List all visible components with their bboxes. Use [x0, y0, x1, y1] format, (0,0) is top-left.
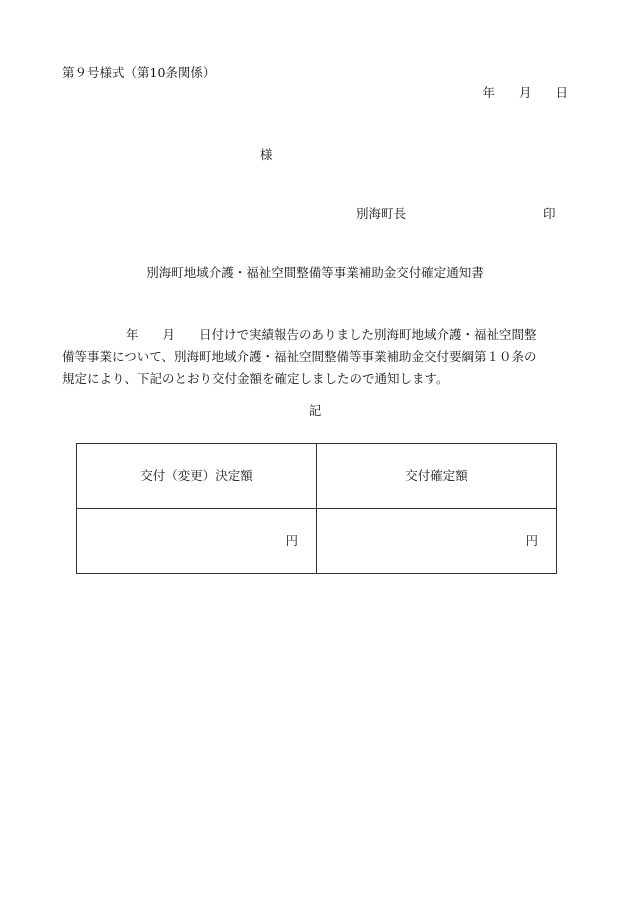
header-decided-amount: 交付（変更）決定額: [77, 444, 317, 509]
issuer-name: 別海町長: [356, 206, 407, 221]
notice-body: [62, 324, 574, 390]
amount-table-header-row: [77, 444, 557, 509]
notice-body-line-2: 備等事業について、別海町地域介護・福祉空間整備等事業補助金交付要綱第１０条の: [62, 349, 537, 364]
body-line-1-text: 日付けで実績報告のありました別海町地域介護・福祉空間整: [199, 327, 537, 342]
amount-table-value-row: [77, 509, 557, 574]
confirmed-amount-cell[interactable]: 円: [317, 509, 557, 574]
ki-label: 記: [308, 403, 322, 418]
form-number: 第９号様式（第10条関係）: [62, 65, 216, 80]
amount-table: [76, 443, 557, 574]
decided-amount-cell[interactable]: 円: [77, 509, 317, 574]
seal-mark: 印: [543, 206, 556, 221]
date-line: [482, 87, 568, 100]
document-title: 別海町地域介護・福祉空間整備等事業補助金交付確定通知書: [146, 265, 484, 280]
body-year-label: 年: [126, 327, 139, 342]
date-day-label: 日: [555, 85, 568, 100]
addressee-suffix: 様: [260, 147, 273, 162]
date-year-label: 年: [482, 85, 495, 100]
notice-body-line-1: [62, 324, 574, 346]
date-month-label: 月: [518, 85, 532, 100]
body-month-label: 月: [162, 327, 176, 342]
notice-body-line-3: 規定により、下記のとおり交付金額を確定しましたので通知します。: [62, 371, 449, 386]
header-confirmed-amount: 交付確定額: [317, 444, 557, 509]
